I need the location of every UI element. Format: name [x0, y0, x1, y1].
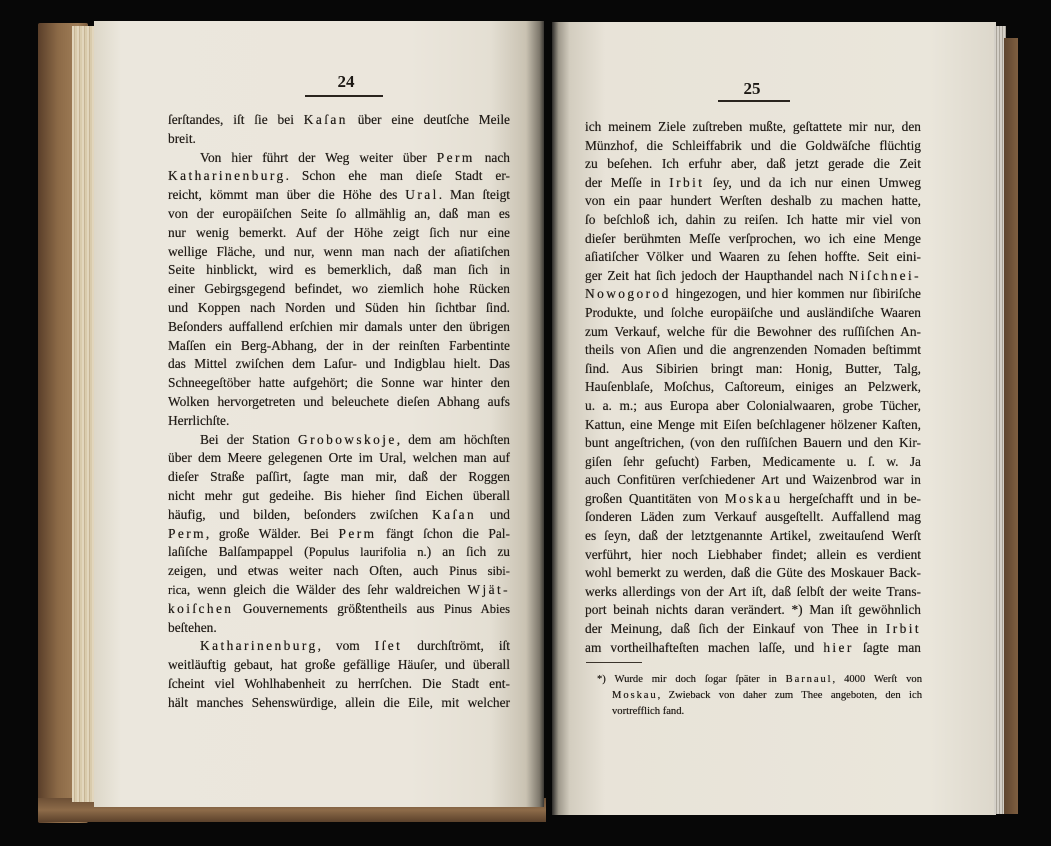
text-line: ſo beſchloß ich, dahin zu reiſen. Ich hatte mir viel von [585, 211, 921, 227]
text-line: das Mittel zwiſchen dem Laſur- und Indigblau hielt. Das [168, 356, 510, 372]
text-line: aſiatiſcher Völker und Waaren zu ſehen hoffte. Seit eini- [585, 249, 921, 265]
footnote [597, 672, 922, 719]
text-line: großen Quantitäten von Moskau hergeſchafft und in be- [585, 490, 921, 506]
emphasized-word: Ural [405, 187, 439, 203]
text-line: es ſeyn, daß der letztgenannte Artikel, zweitauſend Werſt [585, 528, 921, 544]
emphasized-word: Perm [436, 149, 475, 165]
emphasized-word: koiſchen [168, 600, 234, 616]
text-line: zum Verkauf, welche für die Bewohner des ruſſiſchen An- [585, 323, 921, 339]
text-line: Bei der Station Grobowskoje, dem am höchſten [200, 431, 510, 447]
text-line: und Koppen nach Norden und Süden hin ſichtbar ſind. [168, 299, 510, 315]
emphasized-word: Moskau [612, 689, 658, 701]
text-line: laſiſche Balſampappel (Populus laurifolia n.) an ſich zu [168, 544, 510, 560]
footnote-line: vortrefflich fand. [612, 705, 685, 717]
text-line: Kattun, eine Menge mit Eiſen beſchlagener hölzener Kaſten, [585, 416, 921, 432]
text-line: am vortheilhafteſten machen laſſe, und hier ſagte man [585, 639, 921, 655]
text-line: wohl bemerkt zu werden, daß die Güte des Moskauer Back- [585, 565, 921, 581]
text-line: von der europäiſchen Seite ſo allmählig an, daß man es [168, 205, 510, 221]
text-line: weitläuftig gebaut, hat große gefällige Häuſer, und überall [168, 657, 510, 673]
text-line: theils von Aſien und die angrenzenden Nomaden beſtimmt [585, 342, 921, 358]
text-line: Katharinenburg. Schon ehe man dieſe Stadt er- [168, 168, 510, 184]
emphasized-word: Katharinenburg [168, 168, 286, 184]
text-line: ich meinem Ziele zuſtreben mußte, geſtattete mir nur, den [585, 119, 921, 134]
text-line: Münzhof, die Schleiffabrik und die Goldwäſche flüchtig [585, 137, 921, 153]
text-line: Herrlichſte. [168, 412, 230, 428]
text-line: Katharinenburg, vom Iſet durchſtrömt, iſt [200, 638, 510, 654]
text-line: Maſſen ein Berg-Abhang, der in der reinſten Farbentinte [168, 337, 510, 353]
text-line: Beſonders auffallend erſchien mir damals unter den übrigen [168, 318, 510, 334]
text-line: reicht, kömmt man über die Höhe des Ural. Man ſteigt [168, 187, 510, 203]
footnote-line: *) Wurde mir doch ſogar ſpäter in Barnaul, 4000 Werſt von [597, 674, 922, 685]
page-number-rule-right [718, 100, 790, 102]
page-number-right: 25 [743, 79, 761, 98]
text-line: einer Gebirgsgegend befindet, wo ziemlich hohe Rücken [168, 281, 510, 297]
page-number-left: 24 [337, 72, 355, 91]
text-line: breit. [168, 130, 196, 146]
emphasized-word: Katharinenburg [200, 638, 318, 654]
text-line: wellige Fläche, und nur, wenn man nach der aſiatiſchen [168, 243, 510, 259]
text-line: Produkte, und ſolche europäiſche und ausländiſche Waaren [585, 304, 921, 320]
text-line: u. a. m.; aus Europa aber Colonialwaaren, grobe Tücher, [585, 397, 921, 413]
emphasized-word: Niſchnei- [848, 267, 921, 283]
text-line: bunt angeſtrichen, (von den ruſſiſchen Bauern und den Kir- [585, 435, 921, 451]
text-line: der Meinung, daß ſich der Einkauf von Thee in Irbit [585, 621, 921, 637]
text-line: rica, wenn gleich die Wälder des ſehr waldreichen Wjät- [168, 581, 510, 597]
page-number-rule-left [305, 95, 383, 97]
emphasized-word: hier [823, 639, 854, 655]
text-line: verführt, hier noch Liebhaber findet; allein es verdient [585, 546, 921, 562]
text-line: Nowogorod hingezogen, und hier kommen nur ſibiriſche [585, 286, 921, 302]
text-line: nicht mehr gut gedeihe. Bis hieher ſind Eichen überall [168, 487, 510, 503]
text-line: beſtehen. [168, 619, 217, 635]
text-line: Hauſenblaſe, Moſchus, Caſtoreum, einiges an Pelzwerk, [585, 379, 921, 395]
emphasized-word: Nowogorod [585, 286, 671, 302]
emphasized-word: Kaſan [432, 506, 477, 522]
footnote-line: Moskau, Zwieback von daher zum Thee angeboten, den ich [612, 689, 922, 701]
text-line: auch Confitüren verſchiedener Art und Waizenbrod war in [585, 472, 921, 488]
text-line: werks allerdings von der Art iſt, daß ſelbſt der weite Trans- [585, 583, 921, 599]
emphasized-word: Moskau [724, 490, 783, 506]
text-line: ſcheint viel Wohlhabenheit zu herrſchen. Die Stadt ent- [168, 675, 510, 691]
text-line: Von hier führt der Weg weiter über Perm nach [200, 149, 510, 165]
text-line: Wolken hervorgetreten und beleuchete dieſen Abhang aufs [168, 393, 510, 409]
text-line: zeigen, und etwas weiter nach Oſten, auch Pinus sibi- [168, 563, 510, 579]
emphasized-word: Irbit [669, 174, 705, 190]
emphasized-word: Perm [338, 525, 377, 541]
text-line: giſen ſehr geſucht) Farben, Medicamente u. ſ. w. Ja [585, 453, 921, 469]
text-line: ſerſtandes, iſt ſie bei Kaſan über eine deutſche Meile [168, 112, 510, 127]
latin-term: rica [168, 582, 187, 597]
text-line: über dem Meere gelegenen Orte im Ural, welchen man auf [168, 450, 510, 466]
text-line: hält manches Sehenswürdige, allein die Eile, mit welcher [168, 694, 510, 710]
text-line: ger Zeit hat ſich jedoch der Haupthandel nach Niſchnei- [585, 267, 921, 283]
text-line: koiſchen Gouvernements größtentheils aus Pinus Abies [168, 600, 510, 616]
text-line: Schneegeſtöber hatte aufgehört; die Sonne war hinter den [168, 375, 510, 391]
text-line: dieſer berühmten Meſſe verſprochen, wo ich eine Menge [585, 230, 921, 246]
text-line: zu beſehen. Ich erfuhr aber, daß jetzt gerade die Zeit [585, 156, 921, 172]
text-line: häufig, und bilden, beſonders zwiſchen Kaſan und [168, 506, 510, 522]
text-line: von ein paar hundert Werſten deshalb zu machen hatte, [585, 193, 921, 209]
latin-term: Populus laurifolia n. [308, 545, 427, 560]
emphasized-word: Iſet [374, 638, 403, 654]
text-line: Seite hinblickt, wird es bemerklich, daß man ſich in [168, 262, 510, 278]
emphasized-word: Barnaul [785, 674, 833, 685]
text-line: der Meſſe in Irbit ſey, und da ich nur einen Umweg [585, 174, 921, 190]
emphasized-word: Perm [168, 525, 206, 541]
left-page-text [168, 111, 510, 713]
emphasized-word: Wjät- [467, 581, 510, 597]
latin-term: Pinus sibi- [449, 564, 510, 579]
emphasized-word: Irbit [885, 621, 921, 637]
text-line: ſind. Aus Sibirien bringt man: Honig, Butter, Talg, [585, 360, 921, 376]
footnote-rule [586, 662, 642, 663]
emphasized-word: Kaſan [303, 112, 348, 127]
text-line: nur wenig bemerkt. Auf der Höhe zeigt ſich nur eine [168, 224, 510, 240]
text-line: ſonderen Läden zum Verkauf ausgeſtellt. Auffallend mag [585, 509, 921, 525]
text-line: port beinah nichts daran verändert. *) Man iſt gewöhnlich [585, 602, 921, 618]
text-line: dieſer Straße paſſirt, ſagte man mir, daß der Roggen [168, 469, 510, 485]
latin-term: Pinus Abies [443, 601, 510, 616]
text-line: Perm, große Wälder. Bei Perm fängt ſchon die Pal- [168, 525, 510, 541]
emphasized-word: Grobowskoje [298, 431, 397, 447]
right-page-text [585, 118, 921, 657]
book-cover-right [1004, 38, 1018, 814]
